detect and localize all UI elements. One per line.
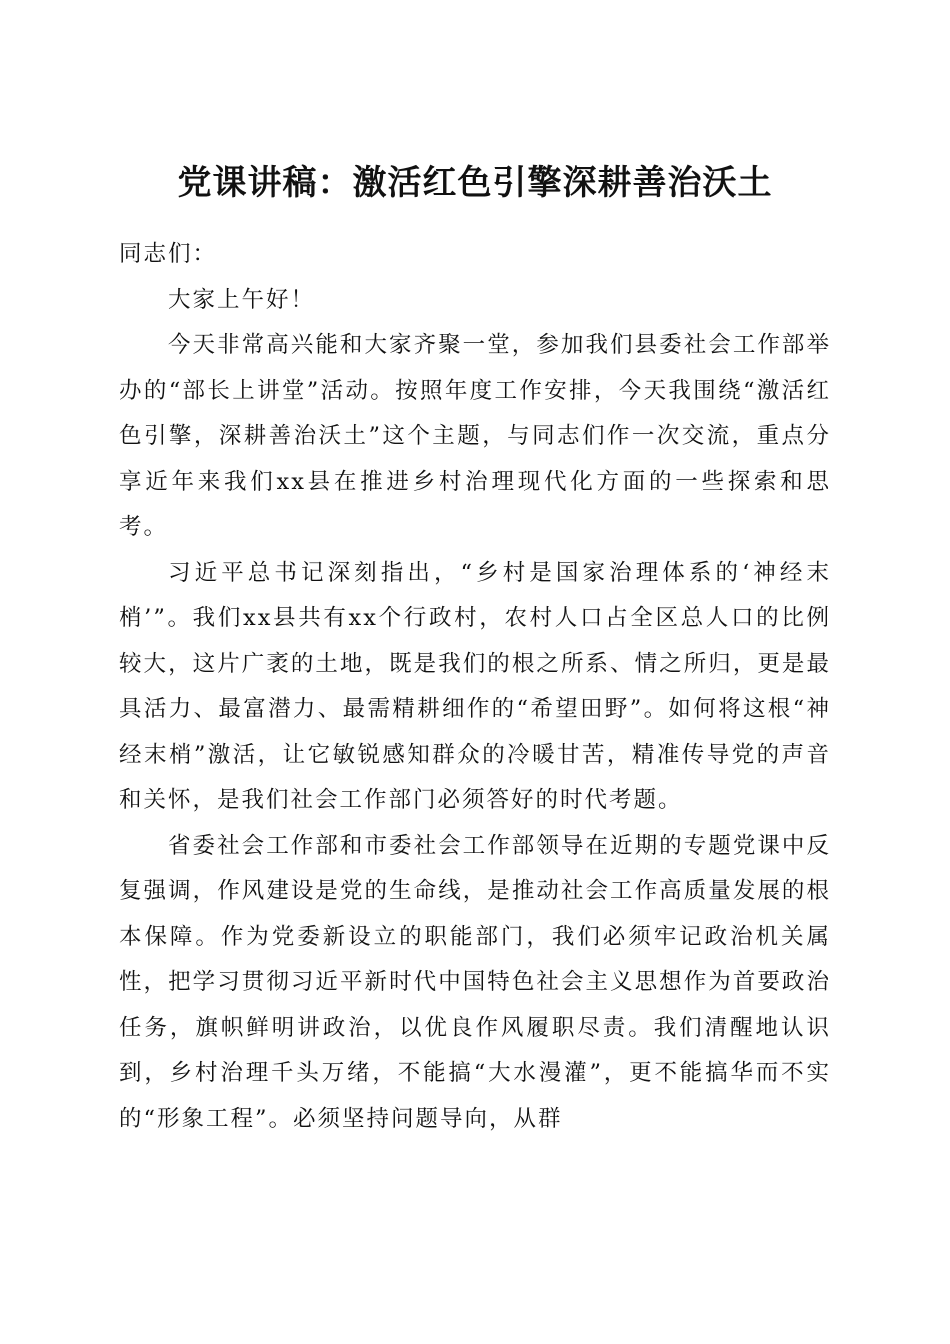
document-body (119, 232, 831, 1142)
paragraph-greeting: 大家上午好！ (168, 286, 316, 313)
paragraph-introduction: 今天非常高兴能和大家齐聚一堂，参加我们县委社会工作部举办的“部长上讲堂”活动。按照年度工作安排，今天我围绕“激活红色引擎，深耕善治沃土”这个主题，与同志们作一次交流，重点分享近年来我们xx县在推进乡村治理现代化方面的一些探索和思考。 (119, 332, 831, 540)
salutation: 同志们： (119, 241, 218, 267)
paragraph-rural-governance: 习近平总书记深刻指出，“乡村是国家治理体系的‘神经末梢’”。我们xx县共有xx个行政村，农村人口占全区总人口的比例较大，这片广袤的土地，既是我们的根之所系、情之所归，更是最具活力、最富潜力、最需精耕细作的“希望田野”。如何将这根“神经末梢”激活，让它敏锐感知群众的冷暖甘苦，精准传导党的声音和关怀，是我们社会工作部门必须答好的时代考题。 (119, 559, 831, 813)
paragraph-work-style: 省委社会工作部和市委社会工作部领导在近期的专题党课中反复强调，作风建设是党的生命线，是推动社会工作高质量发展的根本保障。作为党委新设立的职能部门，我们必须牢记政治机关属性，把学习贯彻习近平新时代中国特色社会主义思想作为首要政治任务，旗帜鲜明讲政治，以优良作风履职尽责。我们清醒地认识到，乡村治理千头万绪，不能搞“大水漫灌”，更不能搞华而不实的“形象工程”。必须坚持问题导向，从群 (119, 832, 831, 1132)
document-title: 党课讲稿：激活红色引擎深耕善治沃土 (177, 162, 773, 203)
